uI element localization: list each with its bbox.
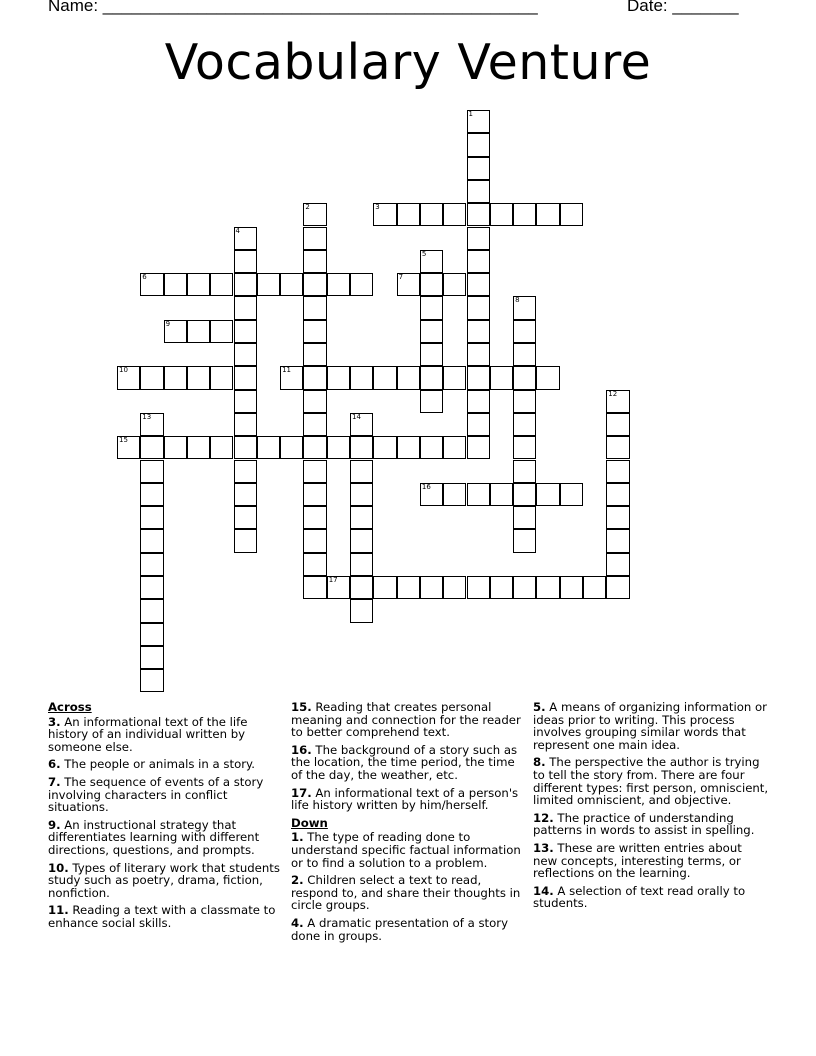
clues-column-2 bbox=[291, 701, 527, 947]
crossword-cell[interactable] bbox=[350, 273, 373, 296]
crossword-cell[interactable] bbox=[187, 273, 210, 296]
crossword-cell[interactable] bbox=[490, 483, 513, 506]
crossword-cell[interactable] bbox=[373, 436, 396, 459]
clue-item-number: 13. bbox=[533, 840, 554, 855]
crossword-cell[interactable] bbox=[513, 576, 536, 599]
crossword-cell[interactable] bbox=[140, 646, 163, 669]
crossword-cell[interactable] bbox=[420, 203, 443, 226]
crossword-cell[interactable] bbox=[467, 180, 490, 203]
crossword-cell[interactable] bbox=[467, 296, 490, 319]
crossword-cell[interactable] bbox=[210, 273, 233, 296]
crossword-cell[interactable] bbox=[327, 576, 350, 599]
clue-number: 7 bbox=[398, 273, 404, 282]
clue-item-number: 10. bbox=[48, 860, 69, 875]
crossword-cell[interactable] bbox=[420, 320, 443, 343]
crossword-cell[interactable] bbox=[606, 436, 629, 459]
crossword-cell[interactable] bbox=[373, 576, 396, 599]
crossword-cell[interactable] bbox=[140, 273, 163, 296]
crossword-cell[interactable] bbox=[234, 413, 257, 436]
crossword-cell[interactable] bbox=[467, 110, 490, 133]
crossword-cell[interactable] bbox=[303, 227, 326, 250]
crossword-cell[interactable] bbox=[467, 483, 490, 506]
crossword-cell[interactable] bbox=[303, 320, 326, 343]
clue-item-text: The type of reading done to understand specific factual information or to find a solution to a problem. bbox=[291, 830, 521, 870]
crossword-cell[interactable] bbox=[350, 599, 373, 622]
crossword-cell[interactable] bbox=[467, 436, 490, 459]
clue-item bbox=[533, 812, 769, 837]
clue-number: 9 bbox=[165, 319, 171, 328]
crossword-cell[interactable] bbox=[513, 343, 536, 366]
crossword-cell[interactable] bbox=[140, 623, 163, 646]
clue-item-number: 8. bbox=[533, 755, 546, 770]
crossword-cell[interactable] bbox=[350, 529, 373, 552]
clue-item-number: 3. bbox=[48, 714, 61, 729]
crossword-cell[interactable] bbox=[303, 203, 326, 226]
crossword-cell[interactable] bbox=[397, 273, 420, 296]
crossword-cell[interactable] bbox=[606, 553, 629, 576]
crossword-cell[interactable] bbox=[140, 460, 163, 483]
crossword-cell[interactable] bbox=[303, 553, 326, 576]
crossword-cell[interactable] bbox=[513, 506, 536, 529]
crossword-cell[interactable] bbox=[467, 320, 490, 343]
crossword-cell[interactable] bbox=[420, 296, 443, 319]
crossword-cell[interactable] bbox=[117, 436, 140, 459]
crossword-cell[interactable] bbox=[234, 296, 257, 319]
clue-item bbox=[533, 701, 769, 751]
clue-item-number: 16. bbox=[291, 742, 312, 757]
crossword-cell[interactable] bbox=[187, 320, 210, 343]
crossword-cell[interactable] bbox=[397, 203, 420, 226]
crossword-cell[interactable] bbox=[467, 203, 490, 226]
clue-item-text: The background of a story such as the location, the time period, the time of the day, the weather, etc. bbox=[291, 742, 518, 782]
crossword-cell[interactable] bbox=[234, 529, 257, 552]
crossword-cell[interactable] bbox=[397, 366, 420, 389]
crossword-cell[interactable] bbox=[560, 483, 583, 506]
clue-item bbox=[48, 862, 284, 900]
crossword-cell[interactable] bbox=[303, 343, 326, 366]
crossword-cell[interactable] bbox=[257, 273, 280, 296]
crossword-cell[interactable] bbox=[140, 553, 163, 576]
across-heading: Across bbox=[48, 700, 92, 714]
clue-item-text: Children select a text to read, respond to, and share their thoughts in circle groups. bbox=[291, 873, 521, 913]
crossword-cell[interactable] bbox=[467, 576, 490, 599]
clue-item bbox=[291, 917, 527, 942]
crossword-cell[interactable] bbox=[536, 203, 559, 226]
crossword-cell[interactable] bbox=[513, 436, 536, 459]
crossword-cell[interactable] bbox=[140, 599, 163, 622]
crossword-cell[interactable] bbox=[420, 343, 443, 366]
clue-item-number: 2. bbox=[291, 873, 304, 888]
crossword-cell[interactable] bbox=[536, 576, 559, 599]
crossword-cell[interactable] bbox=[443, 203, 466, 226]
clue-item-text: Reading a text with a classmate to enhance social skills. bbox=[48, 903, 276, 930]
crossword-cell[interactable] bbox=[350, 460, 373, 483]
clue-item-number: 7. bbox=[48, 774, 61, 789]
crossword-cell[interactable] bbox=[606, 390, 629, 413]
clues-column-1 bbox=[48, 701, 284, 935]
crossword-cell[interactable] bbox=[234, 436, 257, 459]
clue-item-text: Types of literary work that students study such as poetry, drama, fiction, nonfiction. bbox=[48, 860, 280, 900]
crossword-cell[interactable] bbox=[164, 320, 187, 343]
crossword-cell[interactable] bbox=[210, 320, 233, 343]
crossword-cell[interactable] bbox=[303, 529, 326, 552]
crossword-cell[interactable] bbox=[140, 483, 163, 506]
crossword-cell[interactable] bbox=[350, 553, 373, 576]
crossword-cell[interactable] bbox=[280, 436, 303, 459]
crossword-cell[interactable] bbox=[467, 250, 490, 273]
crossword-cell[interactable] bbox=[234, 320, 257, 343]
clue-item-text: A dramatic presentation of a story done in groups. bbox=[291, 915, 509, 943]
clue-item-text: The sequence of events of a story involving characters in conflict situations. bbox=[48, 774, 264, 815]
clue-item bbox=[48, 904, 284, 929]
clue-item bbox=[48, 716, 284, 754]
crossword-cell[interactable] bbox=[513, 413, 536, 436]
crossword-cell[interactable] bbox=[373, 366, 396, 389]
crossword-cell[interactable] bbox=[443, 436, 466, 459]
clue-item bbox=[48, 758, 284, 771]
crossword-cell[interactable] bbox=[164, 436, 187, 459]
crossword-cell[interactable] bbox=[467, 343, 490, 366]
crossword-cell[interactable] bbox=[420, 250, 443, 273]
crossword-cell[interactable] bbox=[140, 413, 163, 436]
clue-item-number: 15. bbox=[291, 700, 312, 714]
clue-number: 3 bbox=[375, 203, 380, 212]
crossword-cell[interactable] bbox=[606, 460, 629, 483]
crossword-cell[interactable] bbox=[234, 366, 257, 389]
crossword-cell[interactable] bbox=[513, 203, 536, 226]
clues-column-3 bbox=[533, 701, 769, 915]
clue-item-number: 1. bbox=[291, 830, 304, 845]
crossword-cell[interactable] bbox=[280, 273, 303, 296]
crossword-cell[interactable] bbox=[513, 460, 536, 483]
crossword-cell[interactable] bbox=[420, 390, 443, 413]
crossword-cell[interactable] bbox=[513, 320, 536, 343]
date-field[interactable]: Date: _______ bbox=[627, 0, 739, 15]
clue-number: 6 bbox=[142, 273, 147, 282]
crossword-cell[interactable] bbox=[234, 273, 257, 296]
crossword-cell[interactable] bbox=[164, 273, 187, 296]
crossword-cell[interactable] bbox=[303, 296, 326, 319]
clue-item-text: The people or animals in a story. bbox=[60, 757, 256, 772]
clue-item-text: A selection of text read orally to students. bbox=[533, 883, 746, 911]
crossword-cell[interactable] bbox=[467, 366, 490, 389]
crossword-cell[interactable] bbox=[490, 203, 513, 226]
crossword-cell[interactable] bbox=[210, 366, 233, 389]
crossword-cell[interactable] bbox=[257, 436, 280, 459]
crossword-cell[interactable] bbox=[467, 273, 490, 296]
crossword-cell[interactable] bbox=[303, 483, 326, 506]
clue-item-text: The perspective the author is trying to tell the story from. There are four different types: first person, omniscient, limited omniscient, and objective. bbox=[533, 755, 769, 808]
clue-number: 1 bbox=[468, 110, 473, 118]
crossword-cell[interactable] bbox=[350, 366, 373, 389]
crossword-cell[interactable] bbox=[536, 366, 559, 389]
crossword-cell[interactable] bbox=[513, 529, 536, 552]
crossword-cell[interactable] bbox=[490, 366, 513, 389]
crossword-cell[interactable] bbox=[560, 203, 583, 226]
clue-item-number: 4. bbox=[291, 915, 304, 930]
clue-number: 2 bbox=[305, 203, 310, 212]
clue-number: 11 bbox=[282, 366, 292, 375]
clue-item bbox=[48, 819, 284, 857]
crossword-cell[interactable] bbox=[467, 390, 490, 413]
crossword-cell[interactable] bbox=[606, 413, 629, 436]
crossword-cell[interactable] bbox=[187, 436, 210, 459]
clue-number: 8 bbox=[515, 296, 520, 305]
crossword-cell[interactable] bbox=[606, 576, 629, 599]
crossword-cell[interactable] bbox=[234, 506, 257, 529]
crossword-cell[interactable] bbox=[140, 529, 163, 552]
crossword-cell[interactable] bbox=[350, 576, 373, 599]
crossword-cell[interactable] bbox=[443, 273, 466, 296]
crossword-cell[interactable] bbox=[187, 366, 210, 389]
clue-number: 4 bbox=[235, 226, 240, 235]
crossword-cell[interactable] bbox=[467, 133, 490, 156]
crossword-cell[interactable] bbox=[117, 366, 140, 389]
crossword-cell[interactable] bbox=[467, 413, 490, 436]
crossword-cell[interactable] bbox=[467, 157, 490, 180]
clue-item bbox=[291, 744, 527, 782]
clue-item-text: An instructional strategy that differentiates learning with different directions, questions, and prompts. bbox=[48, 817, 260, 857]
crossword-cell[interactable] bbox=[140, 576, 163, 599]
crossword-cell[interactable] bbox=[140, 506, 163, 529]
clue-item bbox=[533, 842, 769, 880]
clue-item-text: Reading that creates personal meaning and connection for the reader to better comprehend text. bbox=[291, 700, 521, 740]
crossword-cell[interactable] bbox=[420, 366, 443, 389]
crossword-cell[interactable] bbox=[490, 576, 513, 599]
crossword-cell[interactable] bbox=[303, 250, 326, 273]
clue-number: 13 bbox=[142, 412, 152, 421]
crossword-cell[interactable] bbox=[303, 576, 326, 599]
crossword-cell[interactable] bbox=[140, 366, 163, 389]
crossword-cell[interactable] bbox=[303, 436, 326, 459]
crossword-cell[interactable] bbox=[303, 273, 326, 296]
crossword-cell[interactable] bbox=[350, 506, 373, 529]
crossword-cell[interactable] bbox=[327, 436, 350, 459]
crossword-cell[interactable] bbox=[560, 576, 583, 599]
crossword-cell[interactable] bbox=[234, 343, 257, 366]
crossword-cell[interactable] bbox=[303, 390, 326, 413]
clue-item bbox=[291, 874, 527, 912]
crossword-cell[interactable] bbox=[164, 366, 187, 389]
crossword-cell[interactable] bbox=[606, 506, 629, 529]
crossword-cell[interactable] bbox=[443, 576, 466, 599]
crossword-cell[interactable] bbox=[234, 227, 257, 250]
crossword-cell[interactable] bbox=[443, 483, 466, 506]
crossword-cell[interactable] bbox=[583, 576, 606, 599]
clue-item-number: 17. bbox=[291, 785, 312, 800]
clue-item bbox=[291, 831, 527, 869]
name-field[interactable]: Name: ______________________________________________ bbox=[48, 0, 538, 15]
crossword-cell[interactable] bbox=[420, 576, 443, 599]
clue-item-text: A means of organizing information or ideas prior to writing. This process involves grouping similar words that represent one main idea. bbox=[533, 700, 767, 752]
clue-number: 15 bbox=[119, 436, 128, 445]
crossword-cell[interactable] bbox=[350, 436, 373, 459]
crossword-cell[interactable] bbox=[303, 413, 326, 436]
clue-number: 16 bbox=[421, 482, 431, 491]
crossword-cell[interactable] bbox=[234, 460, 257, 483]
crossword-cell[interactable] bbox=[397, 436, 420, 459]
crossword-cell[interactable] bbox=[513, 483, 536, 506]
clue-item-number: 5. bbox=[533, 700, 546, 714]
clue-item-text: An informational text of a person's life history written by him/herself. bbox=[291, 785, 519, 813]
clue-number: 12 bbox=[608, 389, 618, 398]
clue-item bbox=[533, 756, 769, 806]
clue-item-number: 11. bbox=[48, 903, 69, 918]
crossword-cell[interactable] bbox=[420, 436, 443, 459]
crossword-cell[interactable] bbox=[280, 366, 303, 389]
crossword-cell[interactable] bbox=[373, 203, 396, 226]
crossword-cell[interactable] bbox=[513, 390, 536, 413]
clue-item bbox=[533, 885, 769, 910]
crossword-cell[interactable] bbox=[327, 366, 350, 389]
crossword-cell[interactable] bbox=[140, 669, 163, 692]
crossword-cell[interactable] bbox=[303, 506, 326, 529]
crossword-cell[interactable] bbox=[303, 460, 326, 483]
clue-number: 10 bbox=[119, 366, 128, 375]
crossword-cell[interactable] bbox=[513, 366, 536, 389]
crossword-cell[interactable] bbox=[210, 436, 233, 459]
crossword-cell[interactable] bbox=[606, 529, 629, 552]
crossword-cell[interactable] bbox=[234, 483, 257, 506]
crossword-cell[interactable] bbox=[467, 227, 490, 250]
crossword-cell[interactable] bbox=[420, 483, 443, 506]
clue-item-number: 9. bbox=[48, 817, 61, 832]
crossword-cell[interactable] bbox=[350, 483, 373, 506]
clue-item-text: These are written entries about new concepts, interesting terms, or reflections on the learning. bbox=[533, 840, 742, 881]
crossword-cell[interactable] bbox=[443, 366, 466, 389]
clue-item bbox=[291, 787, 527, 812]
crossword-cell[interactable] bbox=[327, 273, 350, 296]
clue-item bbox=[48, 776, 284, 814]
crossword-cell[interactable] bbox=[234, 390, 257, 413]
crossword-cell[interactable] bbox=[303, 366, 326, 389]
clue-number: 5 bbox=[421, 249, 427, 258]
crossword-cell[interactable] bbox=[513, 296, 536, 319]
clue-item-number: 6. bbox=[48, 757, 61, 772]
crossword-cell[interactable] bbox=[350, 413, 373, 436]
clue-number: 14 bbox=[352, 412, 361, 421]
clue-item bbox=[291, 701, 527, 739]
down-heading: Down bbox=[291, 815, 328, 830]
crossword-cell[interactable] bbox=[234, 250, 257, 273]
crossword-cell[interactable] bbox=[140, 436, 163, 459]
clue-item-text: An informational text of the life history of an individual written by someone else. bbox=[48, 714, 248, 754]
crossword-cell[interactable] bbox=[397, 576, 420, 599]
clue-number: 17 bbox=[328, 576, 338, 584]
clue-item-text: The practice of understanding patterns in words to assist in spelling. bbox=[533, 810, 755, 838]
clue-item-number: 14. bbox=[533, 883, 554, 898]
crossword-cell[interactable] bbox=[420, 273, 443, 296]
crossword-cell[interactable] bbox=[536, 483, 559, 506]
clue-item-number: 12. bbox=[533, 810, 554, 825]
crossword-cell[interactable] bbox=[606, 483, 629, 506]
page-title: Vocabulary Venture bbox=[164, 34, 652, 91]
